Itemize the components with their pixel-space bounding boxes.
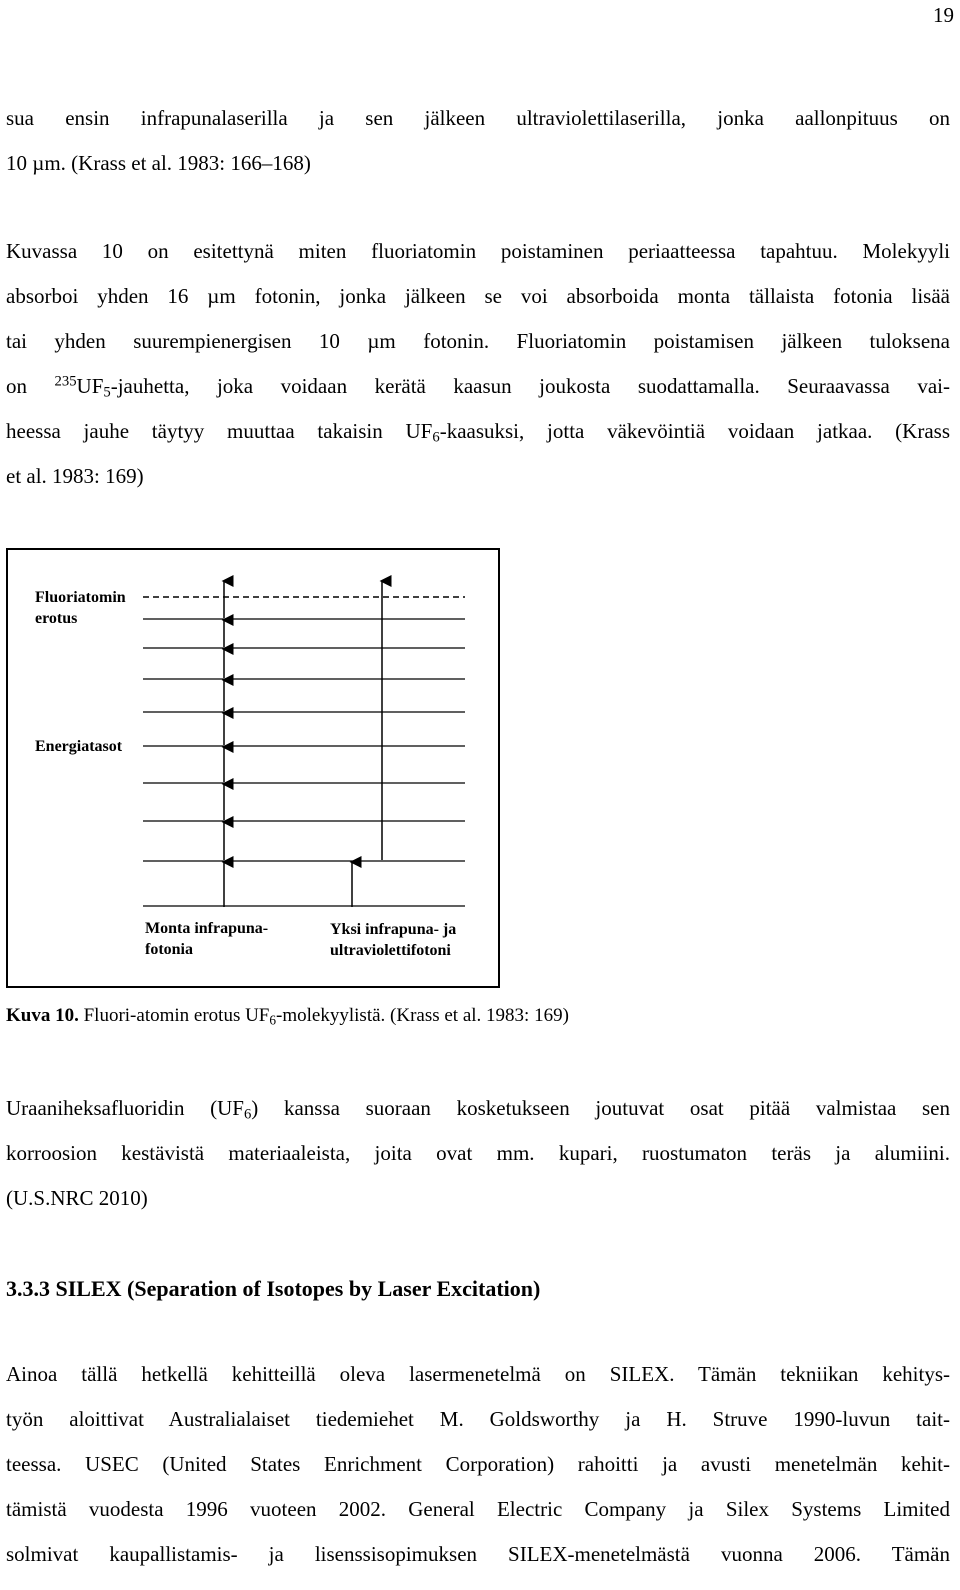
text-line: työn aloittivat Australialaiset tiedemiehet M. Goldsworthy ja H. Struve 1990-luvun tait- (6, 1407, 950, 1431)
energy-level-lines (143, 619, 465, 906)
figure-energy-levels (6, 548, 500, 988)
label-single-ir-uv: Yksi infrapuna- ja (330, 921, 457, 938)
text-line: solmivat kaupallistamis- ja lisenssisopimuksen SILEX-menetelmästä vuonna 2006. Tämän (6, 1542, 950, 1566)
text-line: 10 µm. (Krass et al. 1983: 166–168) (6, 151, 311, 175)
text-line: tämistä vuodesta 1996 vuoteen 2002. General Electric Company ja Silex Systems Limited (6, 1497, 950, 1521)
text-line: Kuvassa 10 on esitettynä miten fluoriatomin poistaminen periaatteessa tapahtuu. Molekyyli (6, 239, 950, 263)
text-line: absorboi yhden 16 µm fotonin, jonka jälkeen se voi absorboida monta tällaista fotonia lisää (6, 284, 950, 308)
text-line-with-formula: Uraaniheksafluoridin $(UF_6)$ kanssa suoraan kosketukseen joutuvat osat pitää valmistaa sen (6, 1096, 951, 1123)
text-line: (U.S.NRC 2010) (6, 1186, 148, 1210)
label-separation: Fluoriatomin (35, 589, 126, 606)
label-multiple-ir: fotonia (145, 941, 193, 958)
label-energy-levels: Energiatasot (35, 738, 123, 755)
formula-subscript: 6 (432, 429, 440, 446)
formula-subscript: 6 (243, 1106, 252, 1123)
text-line: teessa. USEC (United States Enrichment Corporation) rahoitti ja avusti menetelmän kehit- (6, 1452, 950, 1476)
label-multiple-ir: Monta infrapuna- (145, 920, 269, 937)
ir-uv-photon-arrows (352, 581, 382, 907)
label-separation: erotus (35, 610, 78, 627)
formula-subscript: 5 (103, 384, 111, 401)
text-line-with-formula: heessa jauhe täytyy muuttaa takaisin $UF_6$-kaasuksi, jotta väkevöintiä voidaan jatkaa. (Krass (6, 419, 950, 446)
isotope-superscript: 235 (54, 373, 77, 390)
text-line: sua ensin infrapunalaserilla ja sen jälkeen ultraviolettilaserilla, jonka aallonpituus on (6, 106, 950, 130)
page-number: 19 (933, 3, 954, 27)
text-line: Ainoa tällä hetkellä kehitteillä oleva lasermenetelmä on SILEX. Tämän tekniikan kehitys- (6, 1362, 950, 1386)
text-line-with-formula: on $^{235}UF_5$-jauhetta, joka voidaan kerätä kaasun joukosta suodattamalla. Seuraavassa vai- (6, 373, 950, 401)
label-single-ir-uv: ultraviolettifotoni (330, 942, 451, 959)
section-heading: 3.3.3 SILEX (Separation of Isotopes by Laser Excitation) (6, 1276, 541, 1301)
text-line: et al. 1983: 169) (6, 464, 144, 488)
formula-subscript: 6 (269, 1012, 277, 1028)
caption-label: Kuva 10. (6, 1005, 79, 1026)
text-line: korroosion kestävistä materiaaleista, joita ovat mm. kupari, ruostumaton teräs ja alumiini. (6, 1141, 950, 1165)
figure-caption: Kuva 10. Fluori-atomin erotus $UF_6$-molekyylistä. (Krass et al. 1983: 169) (6, 1005, 569, 1028)
text-line: tai yhden suurempienergisen 10 µm fotonin. Fluoriatomin poistamisen jälkeen tuloksena (6, 329, 950, 353)
